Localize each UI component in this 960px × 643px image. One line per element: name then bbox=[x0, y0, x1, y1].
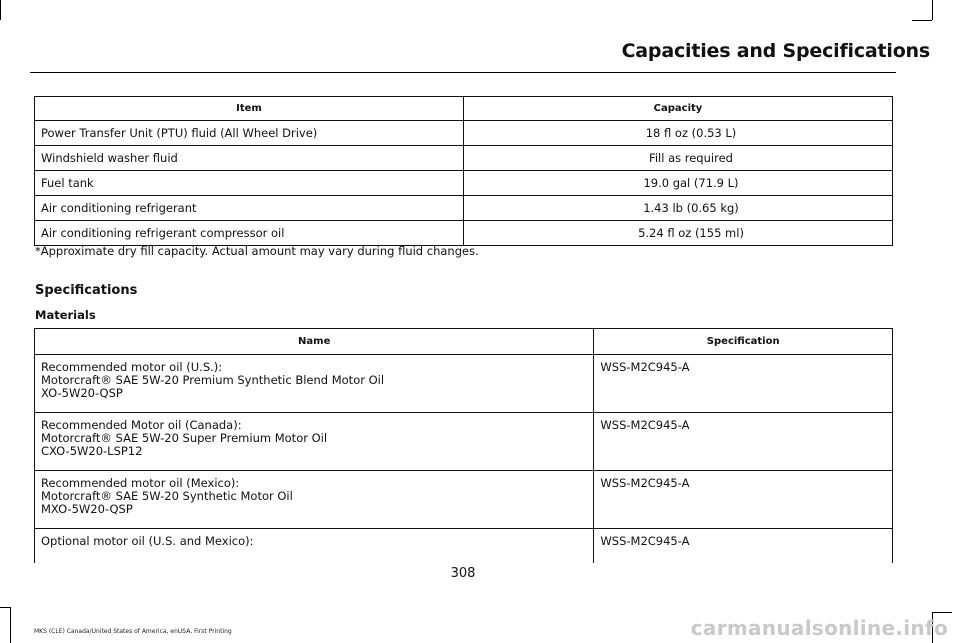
item-cell: Power Transfer Unit (PTU) fluid (All Wheel Drive) bbox=[35, 121, 464, 146]
capacity-cell: 19.0 gal (71.9 L) bbox=[464, 171, 893, 196]
footer-edition-text: MKS (CLE) Canada/United States of America, enUSA, First Printing bbox=[34, 628, 232, 635]
table-row bbox=[35, 529, 893, 564]
crop-mark bbox=[10, 607, 11, 643]
specification-cell: WSS-M2C945-A bbox=[594, 413, 893, 471]
name-cell bbox=[35, 413, 594, 471]
capacity-cell: 1.43 lb (0.65 kg) bbox=[464, 196, 893, 221]
item-cell: Air conditioning refrigerant bbox=[35, 196, 464, 221]
name-line: Recommended motor oil (Mexico): bbox=[41, 476, 240, 490]
table-row bbox=[35, 171, 893, 196]
name-line: CXO-5W20-LSP12 bbox=[41, 444, 143, 458]
specification-cell: WSS-M2C945-A bbox=[594, 529, 893, 564]
watermark-logo: carmanualsonline.info bbox=[690, 616, 948, 640]
specification-cell: WSS-M2C945-A bbox=[594, 355, 893, 413]
crop-mark bbox=[932, 612, 952, 613]
item-cell: Fuel tank bbox=[35, 171, 464, 196]
title-divider bbox=[30, 72, 896, 73]
table-row bbox=[35, 196, 893, 221]
table-row bbox=[35, 471, 893, 529]
capacity-cell: 18 fl oz (0.53 L) bbox=[464, 121, 893, 146]
page-number: 308 bbox=[450, 566, 476, 581]
crop-mark bbox=[912, 20, 932, 21]
name-line: Motorcraft® SAE 5W-20 Synthetic Motor Oil bbox=[41, 489, 293, 503]
name-cell bbox=[35, 529, 594, 564]
name-line: XO-5W20-QSP bbox=[41, 386, 123, 400]
column-header-name: Name bbox=[35, 329, 594, 355]
crop-mark bbox=[932, 0, 933, 20]
capacities-table bbox=[34, 96, 893, 246]
footnote: *Approximate dry fill capacity. Actual amount may vary during fluid changes. bbox=[35, 244, 479, 258]
subsection-heading-materials: Materials bbox=[35, 308, 96, 322]
crop-mark bbox=[0, 0, 1, 20]
crop-mark bbox=[0, 607, 10, 608]
column-header-capacity: Capacity bbox=[464, 97, 893, 121]
name-cell bbox=[35, 471, 594, 529]
column-header-item: Item bbox=[35, 97, 464, 121]
column-header-specification: Specification bbox=[594, 329, 893, 355]
materials-table bbox=[34, 328, 893, 563]
page-title: Capacities and Specifications bbox=[621, 40, 930, 62]
section-heading-specifications: Specifications bbox=[35, 283, 138, 298]
name-line: Recommended Motor oil (Canada): bbox=[41, 418, 242, 432]
table-row bbox=[35, 146, 893, 171]
table-header-row bbox=[35, 329, 893, 355]
name-line: MXO-5W20-QSP bbox=[41, 502, 133, 516]
capacity-cell: Fill as required bbox=[464, 146, 893, 171]
item-cell: Windshield washer fluid bbox=[35, 146, 464, 171]
table-row bbox=[35, 355, 893, 413]
name-line: Optional motor oil (U.S. and Mexico): bbox=[41, 534, 254, 548]
name-line: Motorcraft® SAE 5W-20 Super Premium Motor Oil bbox=[41, 431, 328, 445]
name-line: Motorcraft® SAE 5W-20 Premium Synthetic Blend Motor Oil bbox=[41, 373, 385, 387]
capacity-cell: 5.24 fl oz (155 ml) bbox=[464, 221, 893, 246]
table-row bbox=[35, 221, 893, 246]
table-row bbox=[35, 121, 893, 146]
specification-cell: WSS-M2C945-A bbox=[594, 471, 893, 529]
item-cell: Air conditioning refrigerant compressor oil bbox=[35, 221, 464, 246]
table-header-row bbox=[35, 97, 893, 121]
name-line: Recommended motor oil (U.S.): bbox=[41, 360, 223, 374]
table-row bbox=[35, 413, 893, 471]
name-cell bbox=[35, 355, 594, 413]
